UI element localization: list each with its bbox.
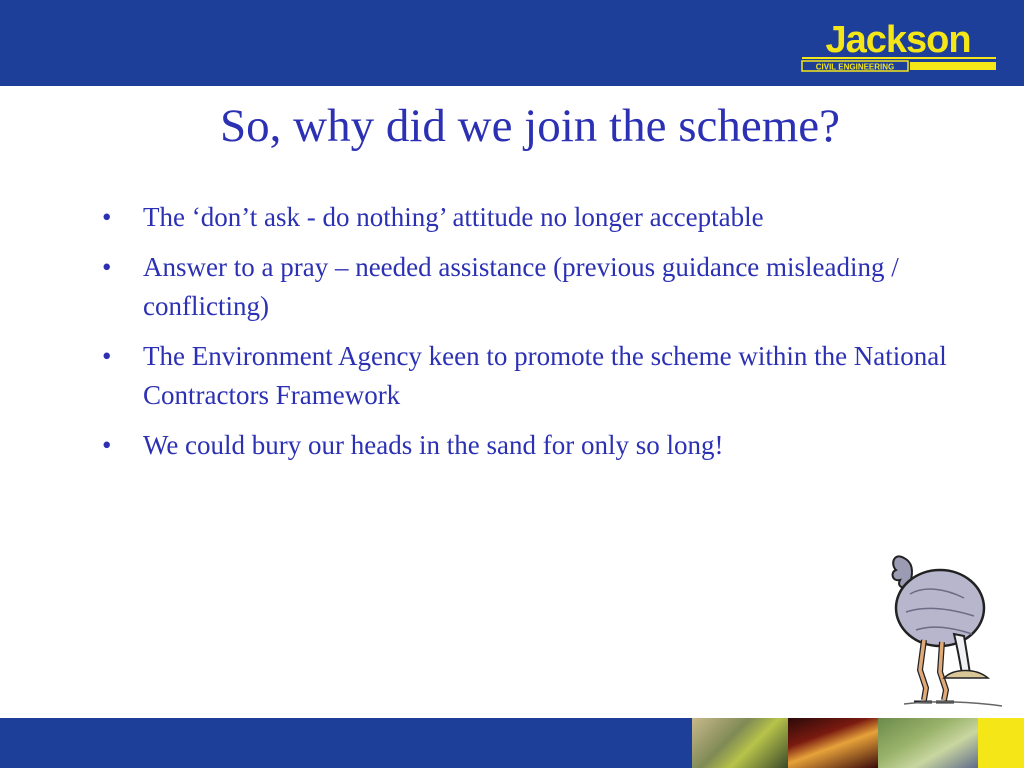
ostrich-head-in-sand-icon bbox=[884, 550, 1009, 710]
footer-bar bbox=[0, 718, 1024, 768]
bullet-text: The ‘don’t ask - do nothing’ attitude no longer acceptable bbox=[143, 202, 764, 232]
footer-photo-strip bbox=[692, 718, 1024, 768]
bullet-item bbox=[98, 337, 948, 415]
bullet-text: The Environment Agency keen to promote the scheme within the National Contractors Framework bbox=[143, 341, 947, 410]
bullet-marker: • bbox=[102, 430, 112, 460]
bullet-marker: • bbox=[102, 252, 112, 282]
bullet-text: We could bury our heads in the sand for only so long! bbox=[143, 430, 724, 460]
slide-title: So, why did we join the scheme? bbox=[219, 100, 841, 152]
bullet-text: Answer to a pray – needed assistance (previous guidance misleading / conflicting) bbox=[143, 252, 899, 321]
road-lights-photo bbox=[788, 718, 878, 768]
bullet-item bbox=[98, 426, 948, 465]
construction-workers-photo bbox=[692, 718, 788, 768]
jackson-logo bbox=[796, 20, 1000, 74]
bullet-marker: • bbox=[102, 202, 112, 232]
yellow-accent-block bbox=[978, 718, 1024, 768]
bullet-item bbox=[98, 198, 948, 237]
bullet-list bbox=[98, 198, 948, 476]
svg-text:Jackson: Jackson bbox=[825, 20, 971, 61]
header-bar bbox=[0, 0, 1024, 86]
bullet-marker: • bbox=[102, 341, 112, 371]
bullet-item bbox=[98, 248, 948, 326]
coastline-landscape-photo bbox=[878, 718, 978, 768]
svg-text:CIVIL ENGINEERING: CIVIL ENGINEERING bbox=[815, 62, 895, 72]
